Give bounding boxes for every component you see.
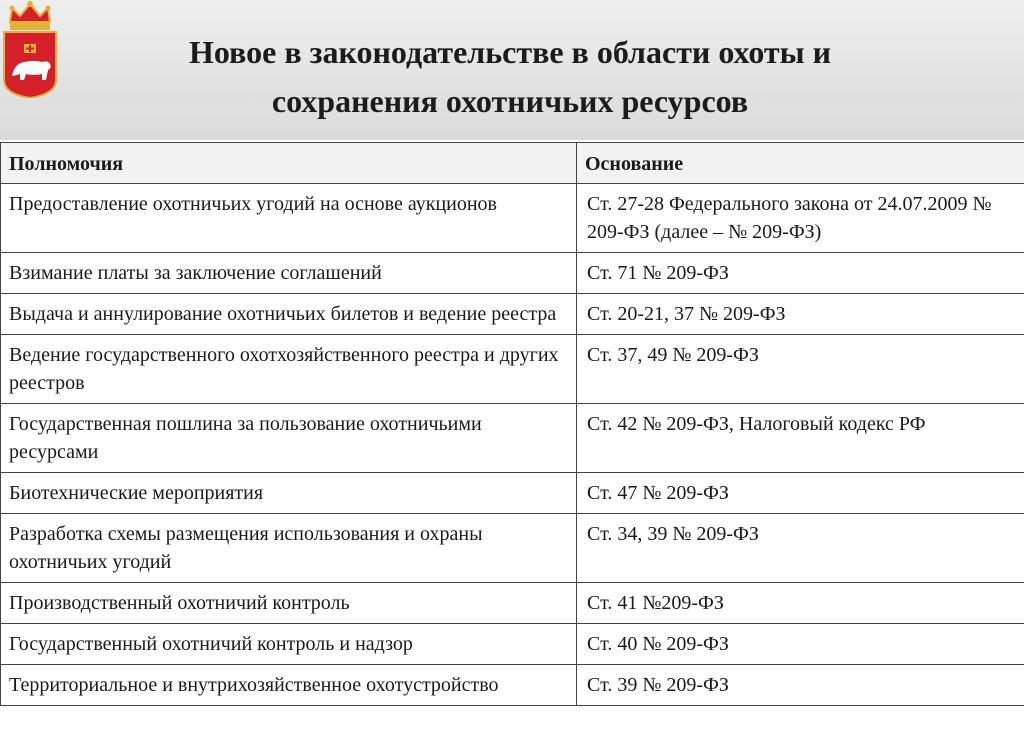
basis-cell: Ст. 42 № 209-ФЗ, Налоговый кодекс РФ — [577, 404, 1024, 473]
column-header-basis: Основание — [577, 143, 1024, 184]
basis-cell: Ст. 27-28 Федерального закона от 24.07.2009 № 209-ФЗ (далее – № 209-ФЗ) — [577, 184, 1024, 253]
power-cell: Биотехнические мероприятия — [1, 473, 577, 514]
basis-cell: Ст. 20-21, 37 № 209-ФЗ — [577, 294, 1024, 335]
table-row — [1, 294, 1024, 335]
power-cell: Государственный охотничий контроль и надзор — [1, 624, 577, 665]
table-row — [1, 473, 1024, 514]
power-cell: Производственный охотничий контроль — [1, 583, 577, 624]
title-line-1: Новое в законодательстве в области охоты и — [188, 34, 832, 70]
table-row — [1, 624, 1024, 665]
powers-table-container — [0, 142, 1024, 706]
table-row — [1, 404, 1024, 473]
slide-header — [0, 0, 1024, 140]
power-cell: Взимание платы за заключение соглашений — [1, 253, 577, 294]
power-cell: Предоставление охотничьих угодий на основе аукционов — [1, 184, 577, 253]
table-row — [1, 253, 1024, 294]
power-cell: Государственная пошлина за пользование охотничьими ресурсами — [1, 404, 577, 473]
table-row — [1, 665, 1024, 706]
basis-cell: Ст. 47 № 209-ФЗ — [577, 473, 1024, 514]
table-header-row — [1, 143, 1024, 184]
power-cell: Выдача и аннулирование охотничьих билетов и ведение реестра — [1, 294, 577, 335]
title-line-2: сохранения охотничьих ресурсов — [271, 83, 749, 119]
power-cell: Ведение государственного охотхозяйственного реестра и других реестров — [1, 335, 577, 404]
table-row — [1, 184, 1024, 253]
perm-coat-of-arms-icon — [0, 0, 60, 98]
basis-cell: Ст. 71 № 209-ФЗ — [577, 253, 1024, 294]
power-cell: Разработка схемы размещения использования и охраны охотничьих угодий — [1, 514, 577, 583]
column-header-powers: Полномочия — [1, 143, 577, 184]
basis-cell: Ст. 41 №209-ФЗ — [577, 583, 1024, 624]
basis-cell: Ст. 40 № 209-ФЗ — [577, 624, 1024, 665]
page-title — [80, 28, 940, 126]
table-row — [1, 335, 1024, 404]
table-row — [1, 514, 1024, 583]
power-cell: Территориальное и внутрихозяйственное охотустройство — [1, 665, 577, 706]
basis-cell: Ст. 39 № 209-ФЗ — [577, 665, 1024, 706]
table-row — [1, 583, 1024, 624]
basis-cell: Ст. 37, 49 № 209-ФЗ — [577, 335, 1024, 404]
powers-table — [0, 142, 1024, 706]
basis-cell: Ст. 34, 39 № 209-ФЗ — [577, 514, 1024, 583]
